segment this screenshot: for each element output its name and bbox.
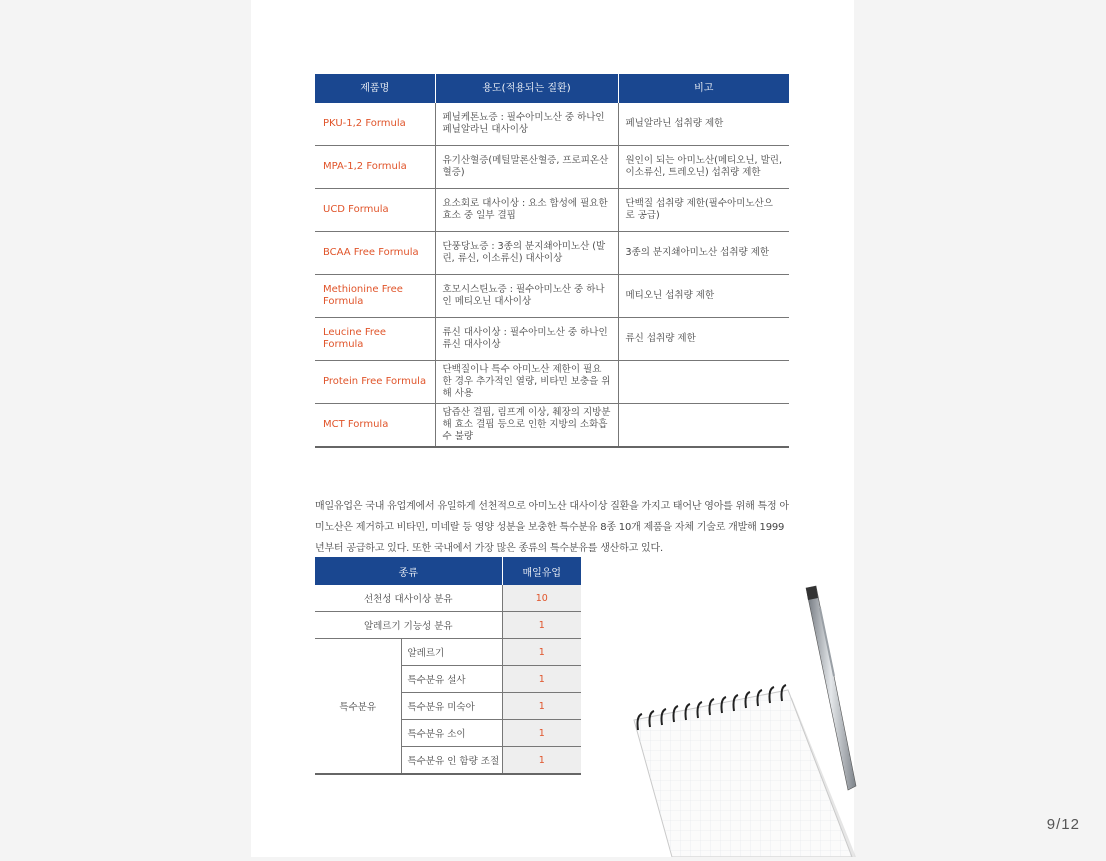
subtype-count: 1 [502, 693, 581, 720]
header-use: 용도(적용되는 질환) [435, 74, 618, 103]
product-use: 담즙산 결핍, 림프계 이상, 췌장의 지방분해 효소 결핍 등으로 인한 지방의 소화흡수 불량 [435, 404, 618, 448]
type-count: 1 [502, 612, 581, 639]
subtype-label: 알레르기 [401, 639, 502, 666]
header-type: 종류 [315, 557, 502, 585]
header-maeil: 매일유업 [502, 557, 581, 585]
table-row [315, 318, 789, 361]
subtype-count: 1 [502, 720, 581, 747]
subtype-label: 특수분유 설사 [401, 666, 502, 693]
table-row [315, 639, 581, 666]
table-row [315, 361, 789, 404]
product-use: 페닐케톤뇨증 : 필수아미노산 중 하나인 페닐알라닌 대사이상 [435, 103, 618, 146]
subtype-count: 1 [502, 747, 581, 775]
body-paragraph: 매일유업은 국내 유업계에서 유일하게 선천적으로 아미노산 대사이상 질환을 가지고 태어난 영아를 위해 특정 아미노산은 제거하고 비타민, 미네랄 등 영양 성분을 보충한 특수분유 8종 10개 제품을 자체 기술로 개발해 1999년부터 공급하고 있다. 또한 국내에서 가장 많은 종류의 특수분유를 생산하고 있다. [315, 501, 789, 554]
table-row [315, 189, 789, 232]
notepad-illustration [620, 580, 860, 857]
header-note: 비고 [618, 74, 789, 103]
table-row [315, 404, 789, 448]
subtype-label: 특수분유 소이 [401, 720, 502, 747]
product-use: 유기산혈증(메틸말론산혈증, 프로피온산혈증) [435, 146, 618, 189]
table-row [315, 612, 581, 639]
table-row [315, 585, 581, 612]
product-name: BCAA Free Formula [315, 232, 435, 275]
product-note [618, 361, 789, 404]
subtype-count: 1 [502, 666, 581, 693]
product-name: MCT Formula [315, 404, 435, 448]
product-name: Protein Free Formula [315, 361, 435, 404]
product-note: 원인이 되는 아미노산(메티오닌, 발린, 이소류신, 트레오닌) 섭취량 제한 [618, 146, 789, 189]
type-label: 알레르기 기능성 분유 [315, 612, 502, 639]
product-note: 페닐알라닌 섭취량 제한 [618, 103, 789, 146]
product-name: PKU-1,2 Formula [315, 103, 435, 146]
type-count: 10 [502, 585, 581, 612]
subtype-count: 1 [502, 639, 581, 666]
product-name: Leucine Free Formula [315, 318, 435, 361]
group-label: 특수분유 [315, 639, 401, 775]
product-note: 메티오닌 섭취량 제한 [618, 275, 789, 318]
product-use: 류신 대사이상 : 필수아미노산 중 하나인 류신 대사이상 [435, 318, 618, 361]
subtype-label: 특수분유 인 함량 조절 [401, 747, 502, 775]
product-note [618, 404, 789, 448]
table-row [315, 275, 789, 318]
product-use: 단풍당뇨증 : 3종의 분지쇄아미노산 (발린, 류신, 이소류신) 대사이상 [435, 232, 618, 275]
product-name: MPA-1,2 Formula [315, 146, 435, 189]
notepad-pen-icon [620, 580, 860, 857]
table-row [315, 103, 789, 146]
type-label: 선천성 대사이상 분유 [315, 585, 502, 612]
product-use: 단백질이나 특수 아미노산 제한이 필요한 경우 추가적인 열량, 비타민 보충을 위해 사용 [435, 361, 618, 404]
formula-count-table [315, 557, 581, 775]
product-note: 3종의 분지쇄아미노산 섭취량 제한 [618, 232, 789, 275]
product-name: Methionine Free Formula [315, 275, 435, 318]
subtype-label: 특수분유 미숙아 [401, 693, 502, 720]
table-header-row [315, 557, 581, 585]
product-use: 요소회로 대사이상 : 요소 합성에 필요한 효소 중 일부 결핍 [435, 189, 618, 232]
page-number: 9/12 [1046, 816, 1080, 833]
table-row [315, 232, 789, 275]
product-note: 단백질 섭취량 제한(필수아미노산으로 공급) [618, 189, 789, 232]
table-row [315, 146, 789, 189]
header-product: 제품명 [315, 74, 435, 103]
product-note: 류신 섭취량 제한 [618, 318, 789, 361]
special-formula-table [315, 74, 789, 448]
product-use: 호모시스틴뇨증 : 필수아미노산 중 하나인 메티오닌 대사이상 [435, 275, 618, 318]
table-header-row [315, 74, 789, 103]
product-name: UCD Formula [315, 189, 435, 232]
